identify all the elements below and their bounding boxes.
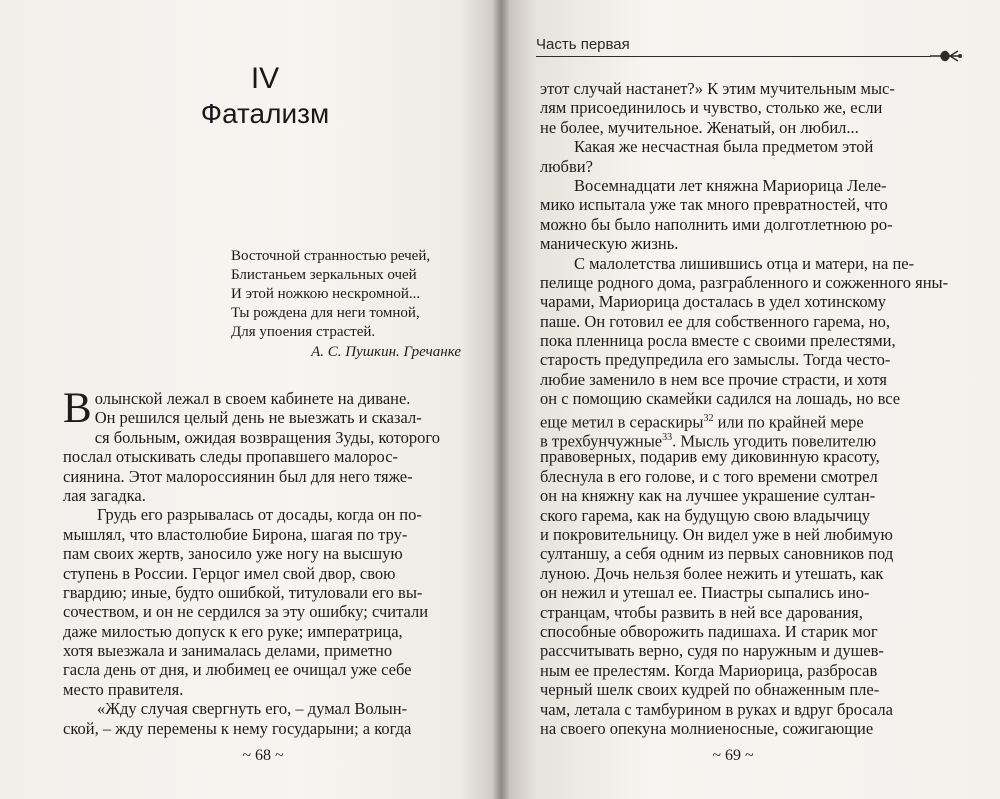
- text-line: не более, мучительное. Женатый, он любил...: [540, 117, 859, 137]
- text-line: черный шелк своих кудрей по обнаженным пле-: [540, 680, 880, 700]
- text-line: пелище родного дома, разграбленного и сожженного яны-: [540, 272, 949, 292]
- text-line: С малолетства лишившись отца и матери, на пе-: [574, 253, 915, 273]
- book-gutter: [492, 0, 510, 799]
- chapter-title: Фатализм: [200, 98, 330, 129]
- text-line: и покровительницу. Он видел уже в ней любимую: [540, 524, 893, 544]
- text-line: блеснула в его голове, и с того времени смотрел: [540, 466, 878, 486]
- text-line: Восемнадцати лет княжна Мариорица Леле-: [574, 175, 887, 195]
- text-line: ступень в России. Герцог имел свой двор, свою: [63, 563, 396, 583]
- text-line: любие заменило в нем все прочие страсти, и хотя: [540, 369, 888, 389]
- epigraph-line: Блистаньем зеркальных очей: [231, 267, 417, 283]
- footnote-marker[interactable]: 32: [703, 412, 714, 424]
- epigraph-line: Восточной странностью речей,: [231, 248, 431, 264]
- text-line: способные обворожить падишаха. И старик мог: [540, 621, 878, 641]
- epigraph-line: Для упоения страстей.: [231, 324, 376, 340]
- text-line: пока пленница росла вместе с своими прелестями,: [540, 331, 896, 351]
- epigraph-line: Ты рождена для неги томной,: [231, 305, 420, 321]
- text-line: гасла день от дня, и любимец ее очищал уже себе: [63, 660, 412, 680]
- text-line: гвардию; иные, будто ошибкой, титуловали его вы-: [63, 582, 423, 602]
- text-line: можно бы было наполнить ими долготлетнюю ро-: [540, 214, 893, 234]
- text-line: ской, – жду перемены к нему государыни; а когда: [63, 718, 412, 738]
- text-line: рассчитывать верно, судя по наружным и душев-: [540, 641, 884, 661]
- text-line: на своего опекуна молниеносные, сожигающие: [540, 718, 874, 738]
- text-line: даже милостью допуск к его руке; императрица,: [63, 621, 403, 641]
- text-line: ского гарема, как на будущую свою владычицу: [540, 505, 871, 525]
- text-line: старость предупредила его замыслы. Тогда често-: [540, 350, 891, 370]
- text-line: лям присоединилось и чувство, столько же, если: [540, 98, 883, 118]
- running-head: Часть первая: [536, 36, 630, 53]
- text-fragment: или по крайней мере: [713, 412, 864, 432]
- text-line: луною. Дочь нельзя более нежить и утешать, как: [540, 563, 884, 583]
- text-line: [540, 409, 940, 432]
- text-line: правоверных, подарив ему диковинную красоту,: [540, 447, 880, 467]
- text-line: чарами, Мариорица досталась в удел хотинскому: [540, 292, 887, 312]
- text-line: место правителя.: [63, 679, 184, 699]
- header-rule: [536, 56, 931, 57]
- text-line: маническую жизнь.: [540, 234, 679, 254]
- text-line: любви?: [540, 156, 593, 176]
- text-line: Какая же несчастная была предметом этой: [574, 137, 874, 157]
- text-line: пам своих жертв, заносило уже ногу на высшую: [63, 544, 403, 564]
- text-line: олынской лежал в своем кабинете на диване.: [94, 389, 411, 408]
- text-line: хотя выезжала и занималась делами, приметно: [63, 641, 393, 661]
- page-number-left: ~ 68 ~: [242, 747, 284, 764]
- text-fragment: еще метил в сераскиры: [540, 412, 704, 432]
- text-line: Он решился целый день не выезжать и сказал-: [94, 408, 422, 428]
- text-fragment: в трехбунчужные: [540, 431, 663, 451]
- text-line: мышлял, что властолюбие Бирона, шагая по тру-: [63, 524, 408, 544]
- text-line: послал отыскивать следы пропавшего малорос-: [63, 447, 399, 467]
- text-line: султаншу, а себя одним из первых сановников под: [540, 544, 894, 564]
- text-line: он нежил и утешал ее. Пиастры сыпались ино-: [540, 583, 870, 603]
- text-line: ся больным, ожидая возвращения Зуды, которого: [94, 427, 441, 447]
- text-line: сиянина. Этот малороссиянин был для него тяже-: [63, 466, 413, 486]
- right-body-text: [540, 79, 949, 738]
- left-body-text: [63, 385, 463, 738]
- epigraph-attribution: А. С. Пушкин. Гречанке: [311, 344, 461, 360]
- epigraph-line: И этой ножкою нескромной...: [231, 286, 421, 302]
- epigraph: [231, 247, 461, 362]
- text-line: «Жду случая свергнуть его, – думал Волын-: [97, 699, 408, 719]
- text-line: он на княжну как на лучшее украшение султан-: [540, 486, 876, 506]
- text-line: странцам, чтобы развить в ней все дарования,: [540, 602, 863, 622]
- text-line: он с помощию скамейки садился на лошадь, но все: [540, 389, 901, 409]
- text-line: [540, 428, 940, 451]
- ornament-icon: [928, 46, 964, 66]
- text-line: лая загадка.: [63, 485, 146, 505]
- text-fragment: . Мысль угодить повелителю: [672, 431, 877, 451]
- text-line: мико испытала уже так много превратностей, что: [540, 195, 888, 215]
- text-line: чам, летала с тамбурином в руках и вдруг бросала: [540, 699, 893, 719]
- drop-cap: В: [63, 385, 92, 432]
- text-line: этот случай настанет?» К этим мучительным мыс-: [540, 79, 895, 98]
- footnote-marker[interactable]: 33: [662, 432, 673, 444]
- chapter-number: IV: [250, 62, 280, 95]
- text-line: Грудь его разрывалась от досады, когда он по-: [97, 505, 422, 525]
- page-number-right: ~ 69 ~: [712, 747, 754, 764]
- text-line: паше. Он готовил ее для собственного гарема, но,: [540, 311, 890, 331]
- text-line: ным ее прелестям. Когда Мариорица, разбросав: [540, 660, 878, 680]
- text-line: сочеством, и он не сердился за эту ошибку; считали: [63, 602, 429, 622]
